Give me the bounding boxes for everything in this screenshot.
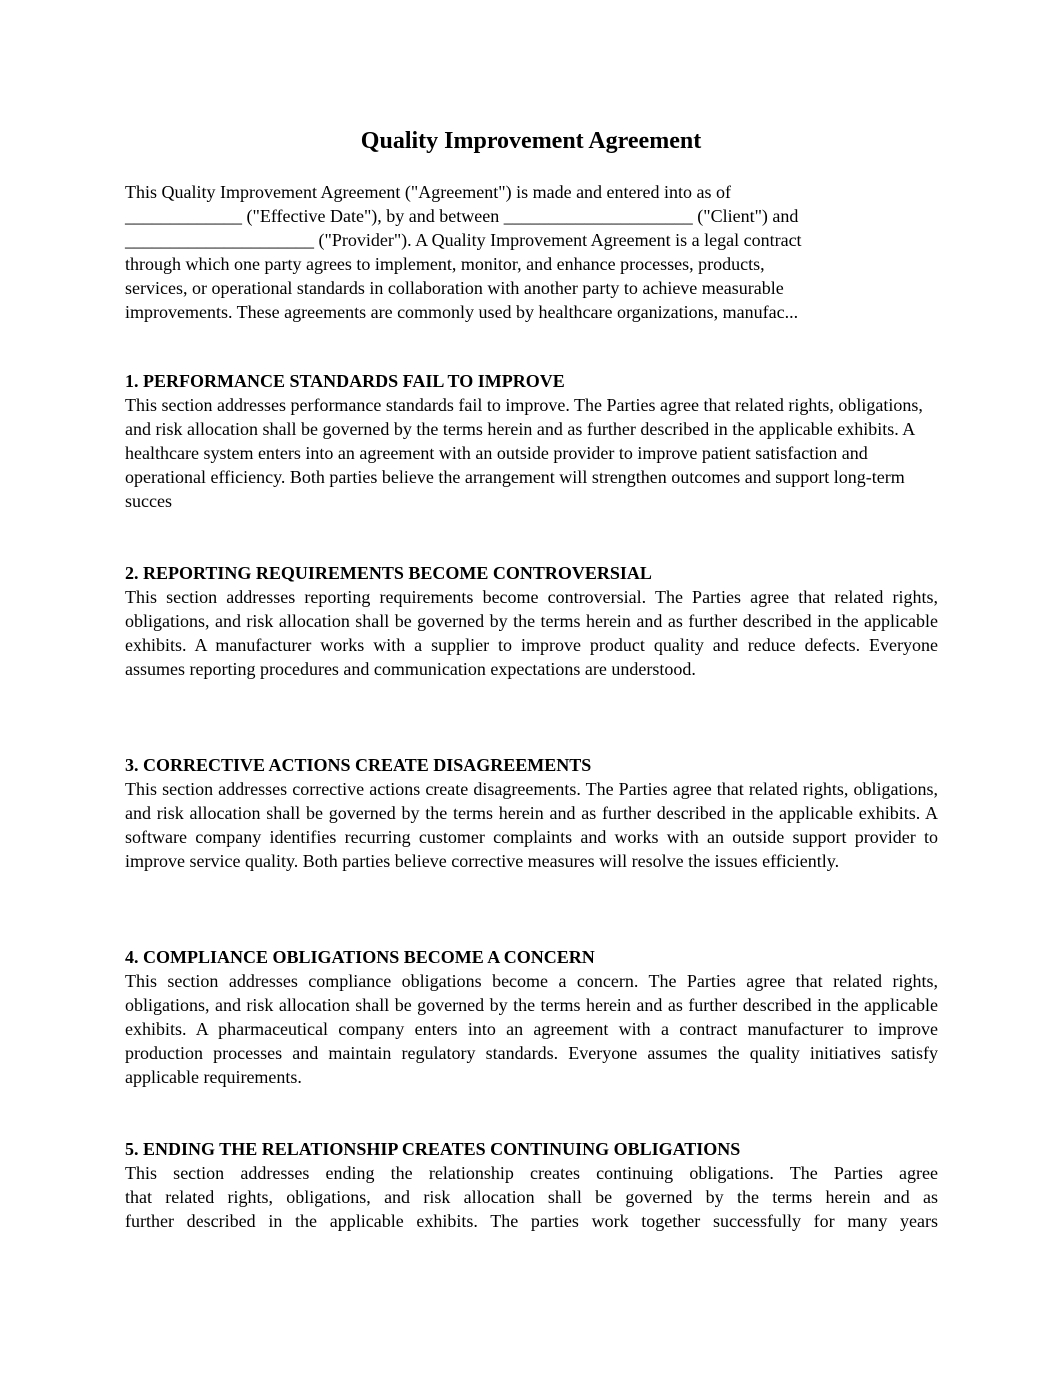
section-body-line: further described in the applicable exhibits. The parties work together successfully for many years	[125, 1211, 938, 1231]
section-body: This section addresses reporting requirements become controversial. The Parties agree that related rights, obligations, and risk allocation shall be governed by the terms herein and as further described in the applicable exhibits. A manufacturer works with a supplier to improve product quality and reduce defects. Everyone assumes reporting procedures and communication expectations are understood.	[125, 587, 938, 679]
section-reporting-requirements	[125, 561, 938, 681]
section-corrective-actions	[125, 753, 938, 873]
section-body-line: that related rights, obligations, and risk allocation shall be governed by the terms herein and as	[125, 1187, 938, 1207]
intro-line: through which one party agrees to implement, monitor, and enhance processes, products,	[125, 254, 765, 274]
section-ending-relationship	[125, 1137, 938, 1233]
document-title: Quality Improvement Agreement	[360, 128, 702, 154]
section-compliance-obligations	[125, 945, 938, 1089]
section-heading: 1. PERFORMANCE STANDARDS FAIL TO IMPROVE	[125, 371, 565, 391]
intro-line: _____________ ("Effective Date"), by and between _____________________ ("Client") and	[125, 206, 799, 226]
section-heading: 4. COMPLIANCE OBLIGATIONS BECOME A CONCERN	[125, 947, 595, 967]
section-heading: 5. ENDING THE RELATIONSHIP CREATES CONTINUING OBLIGATIONS	[125, 1139, 741, 1159]
section-body: This section addresses compliance obligations become a concern. The Parties agree that related rights, obligations, and risk allocation shall be governed by the terms herein and as further described in the applicable exhibits. A pharmaceutical company enters into an agreement with a contract manufacturer to improve production processes and maintain regulatory standards. Everyone assumes the quality initiatives satisfy applicable requirements.	[125, 971, 938, 1087]
intro-line: improvements. These agreements are commonly used by healthcare organizations, manufac...	[125, 302, 799, 322]
section-body: This section addresses corrective actions create disagreements. The Parties agree that related rights, obligations, and risk allocation shall be governed by the terms herein and as further described in the applicable exhibits. A software company identifies recurring customer complaints and works with an outside support provider to improve service quality. Both parties believe corrective measures will resolve the issues efficiently.	[125, 779, 938, 871]
intro-line: services, or operational standards in collaboration with another party to achieve measurable	[125, 278, 784, 298]
section-performance-standards	[125, 369, 938, 513]
intro-line: This Quality Improvement Agreement ("Agreement") is made and entered into as of	[125, 182, 732, 202]
section-body: This section addresses performance standards fail to improve. The Parties agree that related rights, obligations, and risk allocation shall be governed by the terms herein and as further described in the applicable exhibits. A healthcare system enters into an agreement with an outside provider to improve patient satisfaction and operational efficiency. Both parties believe the arrangement will strengthen outcomes and support long-term succes	[125, 395, 923, 511]
section-heading: 2. REPORTING REQUIREMENTS BECOME CONTROVERSIAL	[125, 563, 652, 583]
intro-paragraph	[125, 180, 938, 324]
intro-line: _____________________ ("Provider"). A Quality Improvement Agreement is a legal contract	[125, 230, 802, 250]
section-heading: 3. CORRECTIVE ACTIONS CREATE DISAGREEMENTS	[125, 755, 592, 775]
section-body-line: This section addresses ending the relationship creates continuing obligations. The Parties agree	[125, 1163, 938, 1183]
section-body	[125, 1161, 938, 1233]
